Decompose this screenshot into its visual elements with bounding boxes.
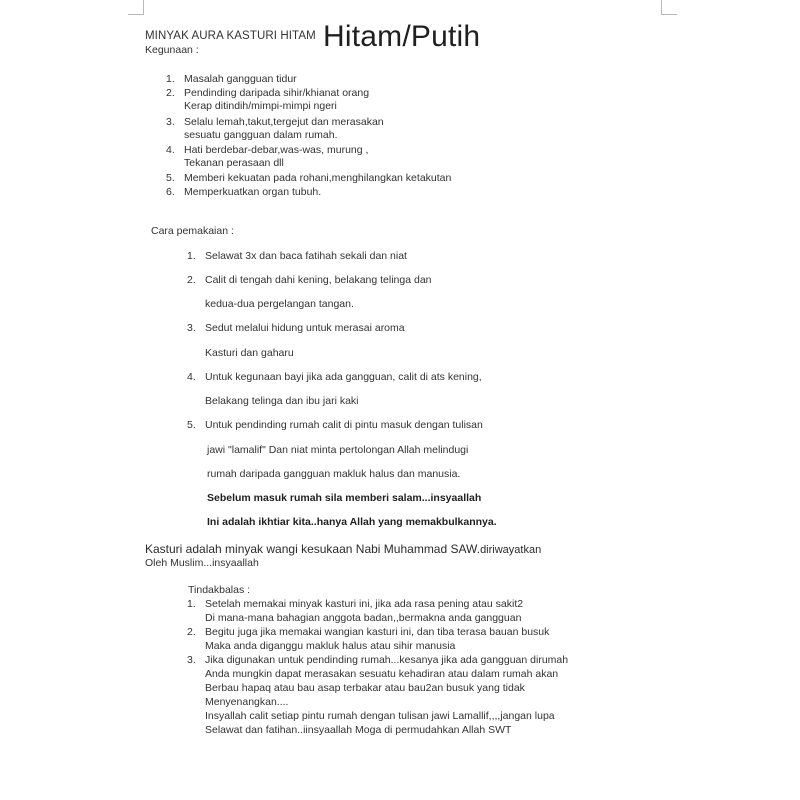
kegunaan-item: 5. Memberi kekuatan pada rohani,menghilangkan ketakutan — [166, 172, 452, 184]
tindakbalas-item: 1. Setelah memakai minyak kasturi ini, jika ada rasa pening atau sakit2 — [187, 598, 524, 610]
cara-item-continuation: kedua-dua pergelangan tangan. — [205, 298, 354, 310]
page-corner-mark-left-vertical — [143, 0, 144, 15]
cara-item-continuation: Belakang telinga dan ibu jari kaki — [205, 395, 359, 407]
kasturi-note-line: Kasturi adalah minyak wangi kesukaan Nabi Muhammad SAW.diriwayatkan — [145, 542, 542, 556]
kegunaan-item: 2. Pendinding daripada sihir/khianat orang — [166, 87, 370, 99]
cara-item-continuation: rumah daripada gangguan makluk halus dan manusia. — [207, 468, 461, 480]
page-corner-mark-right — [661, 14, 677, 15]
cara-item: 2. Calit di tengah dahi kening, belakang telinga dan — [187, 274, 432, 286]
cara-bold-note: Sebelum masuk rumah sila memberi salam...insyaallah — [207, 492, 482, 504]
tindakbalas-item-continuation: Insyallah calit setiap pintu rumah dengan tulisan jawi Lamallif,,,,jangan lupa — [205, 710, 555, 722]
tindakbalas-item-continuation: Selawat dan fatihan..iinsyaallah Moga di permudahkan Allah SWT — [205, 724, 512, 736]
cara-item: 3. Sedut melalui hidung untuk merasai aroma — [187, 322, 405, 334]
kasturi-note-line: Oleh Muslim...insyaallah — [145, 557, 259, 569]
tindakbalas-item: 2. Begitu juga jika memakai wangian kasturi ini, dan tiba terasa bauan busuk — [187, 626, 550, 638]
kegunaan-item: 4. Hati berdebar-debar,was-was, murung , — [166, 144, 369, 156]
kegunaan-item-continuation: Kerap ditindih/mimpi-mimpi ngeri — [184, 100, 337, 112]
document-small-title: MINYAK AURA KASTURI HITAM — [145, 30, 316, 42]
tindakbalas-item-continuation: Berbau hapaq atau bau asap terbakar atau bau2an busuk yang tidak — [205, 682, 525, 694]
cara-item: 5. Untuk pendinding rumah calit di pintu masuk dengan tulisan — [187, 419, 483, 431]
tindakbalas-item: 3. Jika digunakan untuk pendinding rumah...kesanya jika ada gangguan dirumah — [187, 654, 569, 666]
kegunaan-item-continuation: Tekanan perasaan dll — [184, 157, 284, 169]
tindakbalas-item-continuation: Anda mungkin dapat merasakan sesuatu kehadiran atau dalam rumah akan — [205, 668, 559, 680]
tindakbalas-item-continuation: Di mana-mana bahagian anggota badan,,bermakna anda gangguan — [205, 612, 522, 624]
kegunaan-item: 3. Selalu lemah,takut,tergejut dan merasakan — [166, 116, 384, 128]
page-corner-mark-left — [128, 14, 144, 15]
cara-item-continuation: Kasturi dan gaharu — [205, 347, 294, 359]
cara-item-continuation: jawi "lamalif" Dan niat minta pertolongan Allah melindugi — [207, 444, 469, 456]
kegunaan-item: 6. Memperkuatkan organ tubuh. — [166, 186, 322, 198]
document-big-title: Hitam/Putih — [323, 20, 481, 53]
cara-item: 1. Selawat 3x dan baca fatihah sekali dan niat — [187, 250, 407, 262]
tindakbalas-item-continuation: Menyenangkan.... — [205, 696, 289, 708]
cara-bold-note: Ini adalah ikhtiar kita..hanya Allah yang memakbulkannya. — [207, 516, 497, 528]
page-corner-mark-right-vertical — [661, 0, 662, 15]
cara-item: 4. Untuk kegunaan bayi jika ada gangguan, calit di ats kening, — [187, 371, 482, 383]
tindakbalas-label: Tindakbalas : — [188, 584, 251, 596]
kegunaan-item-continuation: sesuatu gangguan dalam rumah. — [184, 129, 338, 141]
kegunaan-item: 1. Masalah gangguan tidur — [166, 73, 297, 85]
kegunaan-label: Kegunaan : — [145, 44, 199, 56]
cara-pemakaian-label: Cara pemakaian : — [151, 225, 234, 237]
tindakbalas-item-continuation: Maka anda diganggu makluk halus atau sihir manusia — [205, 640, 456, 652]
